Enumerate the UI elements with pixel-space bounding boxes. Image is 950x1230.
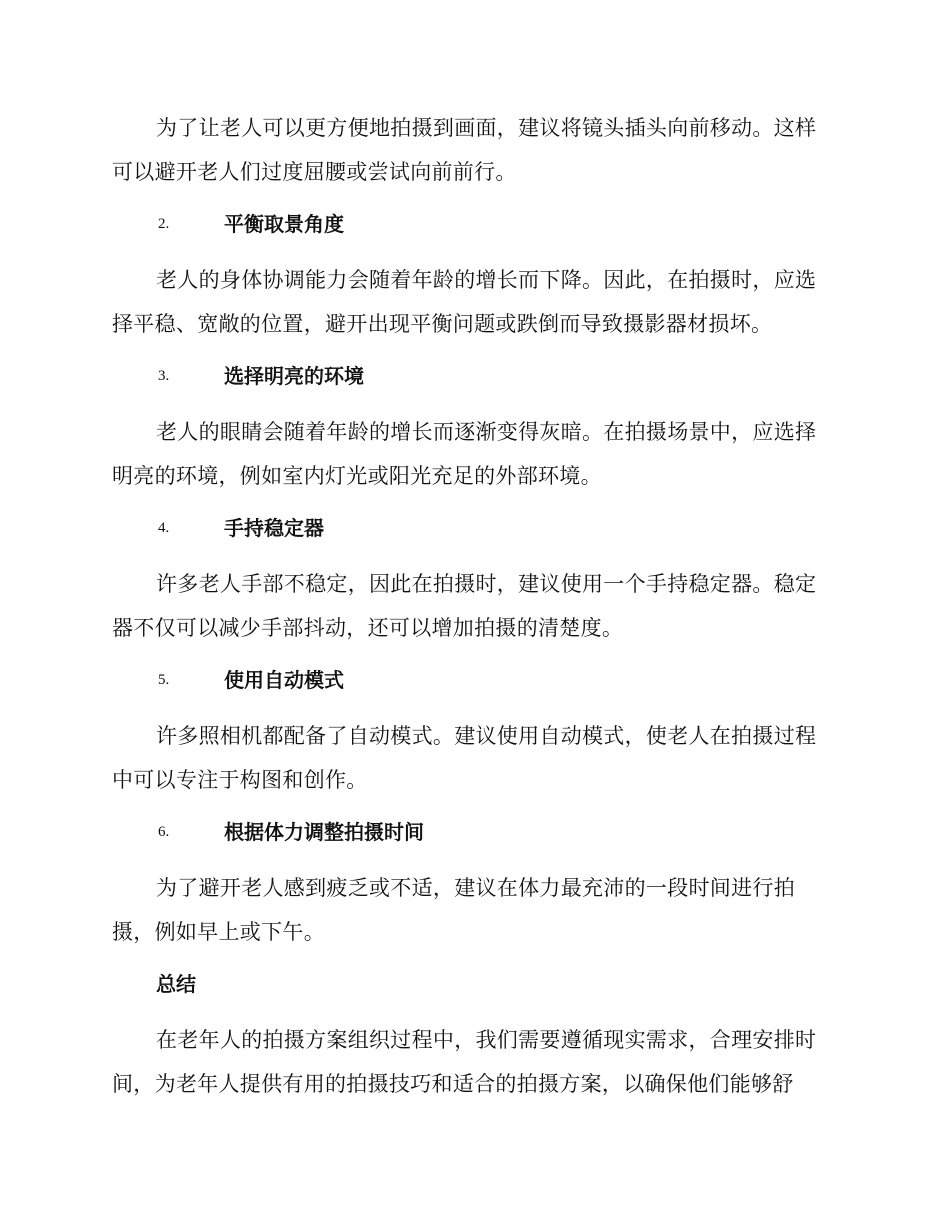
section-heading-6	[158, 817, 424, 847]
section-heading-2	[158, 209, 344, 239]
section-body-2: 老人的身体协调能力会随着年龄的增长而下降。因此，在拍摄时，应选择平稳、宽敞的位置，避开出现平衡问题或跌倒而导致摄影器材损坏。	[112, 268, 817, 336]
section-heading-5	[158, 665, 344, 695]
summary-body: 在老年人的拍摄方案组织过程中，我们需要遵循现实需求，合理安排时间，为老年人提供有用的拍摄技巧和适合的拍摄方案，以确保他们能够舒	[112, 1028, 817, 1096]
intro-paragraph: 为了让老人可以更方便地拍摄到画面，建议将镜头插头向前移动。这样可以避开老人们过度屈腰或尝试向前前行。	[112, 116, 817, 184]
section-number: 6.	[158, 824, 170, 840]
section-title: 选择明亮的环境	[224, 364, 364, 388]
section-number: 3.	[158, 368, 170, 384]
section-body-4: 许多老人手部不稳定，因此在拍摄时，建议使用一个手持稳定器。稳定器不仅可以减少手部抖动，还可以增加拍摄的清楚度。	[112, 572, 817, 640]
section-title: 手持稳定器	[224, 516, 324, 540]
section-body-6: 为了避开老人感到疲乏或不适，建议在体力最充沛的一段时间进行拍摄，例如早上或下午。	[112, 876, 795, 944]
section-body-3: 老人的眼睛会随着年龄的增长而逐渐变得灰暗。在拍摄场景中，应选择明亮的环境，例如室内灯光或阳光充足的外部环境。	[112, 420, 817, 488]
section-title: 根据体力调整拍摄时间	[224, 820, 424, 844]
section-heading-3	[158, 361, 364, 391]
section-body-5: 许多照相机都配备了自动模式。建议使用自动模式，使老人在拍摄过程中可以专注于构图和创作。	[112, 724, 817, 792]
section-title: 平衡取景角度	[224, 212, 344, 236]
section-number: 5.	[158, 672, 170, 688]
section-number: 4.	[158, 520, 170, 536]
section-number: 2.	[158, 216, 170, 232]
section-title: 使用自动模式	[224, 668, 344, 692]
summary-title: 总结	[156, 972, 196, 996]
section-heading-4	[158, 513, 324, 543]
